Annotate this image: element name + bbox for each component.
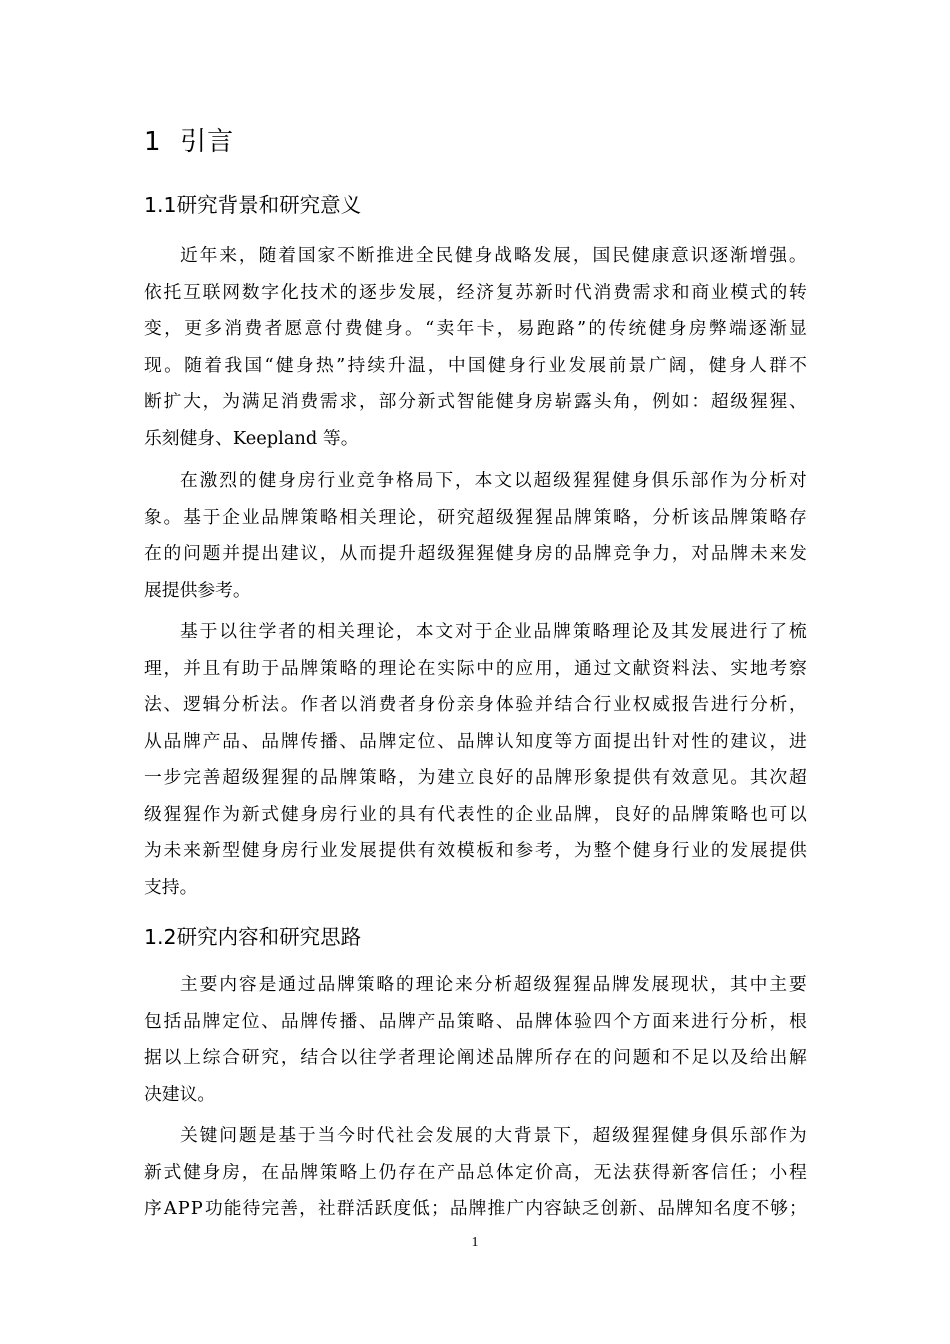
text-line: 从 品 牌 产 品 、 品 牌 传 播 、 品 牌 定 位 、 品 牌 认 知 度 等 方 面 提 出 针 对 性 的 建 议 ， 进 <box>144 730 807 752</box>
text-line: 级 猩 猩 作 为 新 式 健 身 房 行 业 的 具 有 代 表 性 的 企 业 品 牌 ， 良 好 的 品 牌 策 略 也 可 以 <box>144 803 807 825</box>
text-line: 决建议。 <box>144 1083 216 1105</box>
text-line: 一 步 完 善 超 级 猩 猩 的 品 牌 策 略 ， 为 建 立 良 好 的 品 牌 形 象 提 供 有 效 意 见 。 其 次 超 <box>144 767 807 788</box>
section-heading: 1.1研究背景和研究意义 <box>144 193 362 217</box>
page-number: 1 <box>471 1235 479 1250</box>
text-line: 展提供参考。 <box>144 579 251 601</box>
text-line: 断 扩 大 ， 为 满 足 消 费 需 求 ， 部 分 新 式 智 能 健 身 房 崭 露 头 角 ， 例 如 ： 超 级 猩 猩 、 <box>144 391 807 412</box>
text-line: 支持。 <box>144 876 198 898</box>
chapter-title: 1 引言 <box>144 127 235 157</box>
text-line: 象 。 基 于 企 业 品 牌 策 略 相 关 理 论 ， 研 究 超 级 猩 猩 品 牌 策 略 ， 分 析 该 品 牌 策 略 存 <box>144 506 807 528</box>
text-line: 为 未 来 新 型 健 身 房 行 业 发 展 提 供 有 效 模 板 和 参 考 ， 为 整 个 健 身 行 业 的 发 展 提 供 <box>144 840 807 861</box>
text-line: 新 式 健 身 房 ， 在 品 牌 策 略 上 仍 存 在 产 品 总 体 定 价 高 ， 无 法 获 得 新 客 信 任 ； 小 程 <box>144 1161 807 1183</box>
text-line: 包 括 品 牌 定 位 、 品 牌 传 播 、 品 牌 产 品 策 略 、 品 牌 体 验 四 个 方 面 来 进 行 分 析 ， 根 <box>144 1010 807 1032</box>
text-line: 近 年 来 ， 随 着 国 家 不 断 推 进 全 民 健 身 战 略 发 展 ， 国 民 健 康 意 识 逐 渐 增 强 。 <box>180 245 807 266</box>
text-line: 依 托 互 联 网 数 字 化 技 术 的 逐 步 发 展 ， 经 济 复 苏 新 时 代 消 费 需 求 和 商 业 模 式 的 转 <box>144 281 807 303</box>
text-line: 变 ， 更 多 消 费 者 愿 意 付 费 健 身 。 “ 卖 年 卡 ， 易 跑 路 ” 的 传 统 健 身 房 弊 端 逐 渐 显 <box>144 318 807 339</box>
text-line: 在 的 问 题 并 提 出 建 议 ， 从 而 提 升 超 级 猩 猩 健 身 房 的 品 牌 竞 争 力 ， 对 品 牌 未 来 发 <box>144 543 807 564</box>
paragraph <box>144 967 807 1113</box>
text-line: 序 A P P 功 能 待 完 善 ， 社 群 活 跃 度 低 ； 品 牌 推 广 内 容 缺 乏 创 新 、 品 牌 知 名 度 不 够 ； <box>144 1198 807 1219</box>
text-line: 关 键 问 题 是 基 于 当 今 时 代 社 会 发 展 的 大 背 景 下 ， 超 级 猩 猩 健 身 俱 乐 部 作 为 <box>180 1125 807 1146</box>
text-line: 主 要 内 容 是 通 过 品 牌 策 略 的 理 论 来 分 析 超 级 猩 猩 品 牌 发 展 现 状 ， 其 中 主 要 <box>180 974 807 995</box>
text-line: 据 以 上 综 合 研 究 ， 结 合 以 往 学 者 理 论 阐 述 品 牌 所 存 在 的 问 题 和 不 足 以 及 给 出 解 <box>144 1047 807 1068</box>
text-line: 在 激 烈 的 健 身 房 行 业 竞 争 格 局 下 ， 本 文 以 超 级 猩 猩 健 身 俱 乐 部 作 为 分 析 对 <box>180 470 807 491</box>
text-line: 理 ， 并 且 有 助 于 品 牌 策 略 的 理 论 在 实 际 中 的 应 用 ， 通 过 文 献 资 料 法 、 实 地 考 察 <box>144 657 807 679</box>
paragraph <box>144 614 807 906</box>
paragraph <box>144 238 807 457</box>
text-line: 基 于 以 往 学 者 的 相 关 理 论 ， 本 文 对 于 企 业 品 牌 策 略 理 论 及 其 发 展 进 行 了 梳 <box>180 621 807 642</box>
text-line: 乐刻健身、Keepland 等。 <box>144 427 359 449</box>
paragraph <box>144 463 807 609</box>
text-line: 现 。 随 着 我 国 “ 健 身 热 ” 持 续 升 温 ， 中 国 健 身 行 业 发 展 前 景 广 阔 ， 健 身 人 群 不 <box>144 354 807 376</box>
paragraph <box>144 1118 807 1228</box>
text-line: 法 、 逻 辑 分 析 法 。 作 者 以 消 费 者 身 份 亲 身 体 验 并 结 合 行 业 权 威 报 告 进 行 分 析 ， <box>144 694 807 715</box>
section-heading: 1.2研究内容和研究思路 <box>144 925 362 949</box>
